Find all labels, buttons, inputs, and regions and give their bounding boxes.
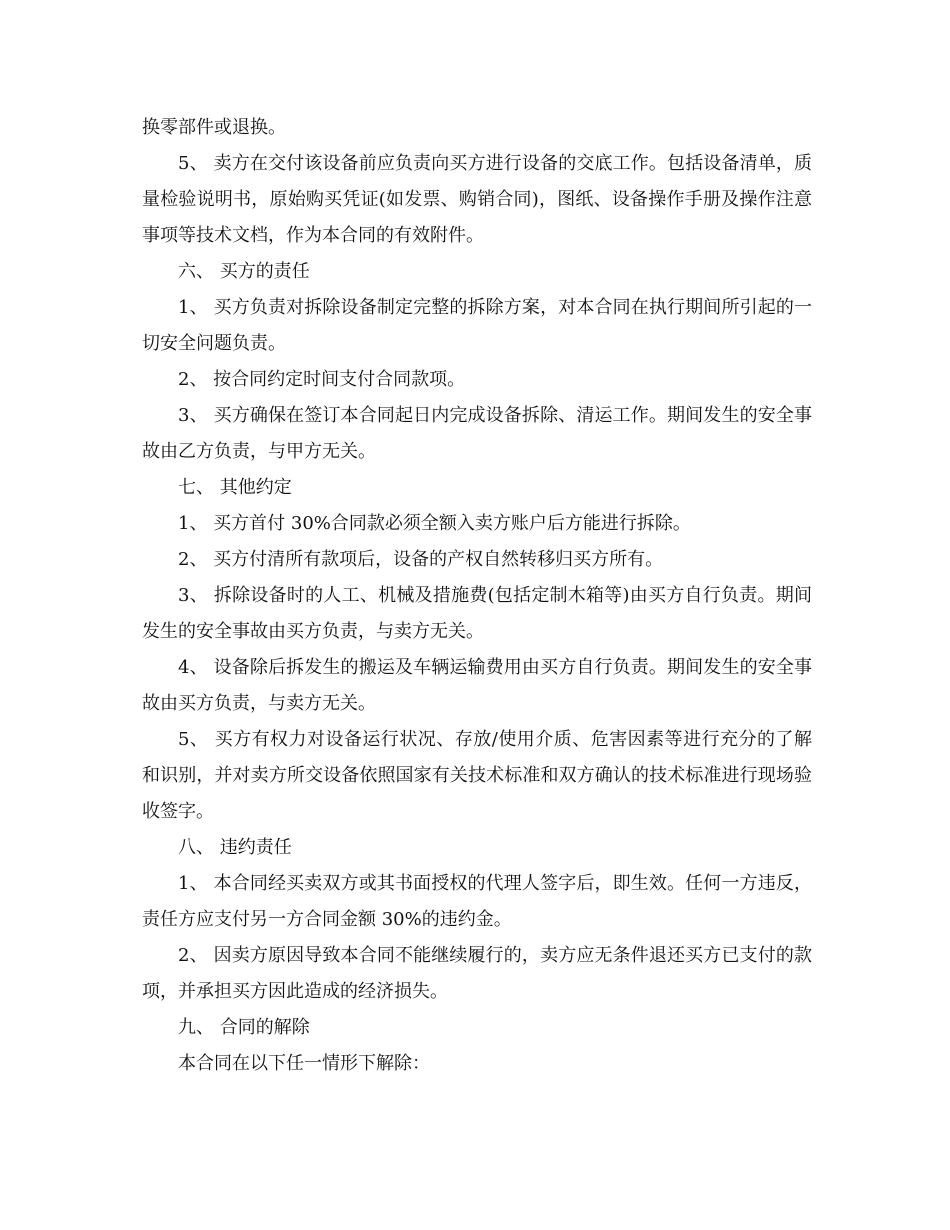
paragraph-15: 2、 因卖方原因导致本合同不能继续履行的，卖方应无条件退还买方已支付的款项，并承担买方因此造成的经济损失。 — [142, 945, 812, 1002]
paragraph-11: 4、 设备除后拆发生的搬运及车辆运输费用由买方自行负责。期间发生的安全事故由买方负责，与卖方无关。 — [142, 657, 812, 714]
paragraph-10: 3、 拆除设备时的人工、机械及措施费(包括定制木箱等)由买方自行负责。期间发生的安全事故由买方负责，与卖方无关。 — [142, 585, 812, 642]
paragraph-17: 本合同在以下任一情形下解除： — [178, 1053, 430, 1074]
paragraph-8: 1、 买方首付 30%合同款必须全额入卖方账户后方能进行拆除。 — [178, 513, 691, 534]
paragraph-1: 换零部件或退换。 — [142, 117, 286, 138]
section-heading-8: 八、 违约责任 — [178, 837, 292, 858]
document-body — [142, 110, 812, 1082]
section-heading-9: 九、 合同的解除 — [178, 1017, 310, 1038]
paragraph-4: 1、 买方负责对拆除设备制定完整的拆除方案，对本合同在执行期间所引起的一切安全问题负责。 — [142, 297, 812, 354]
section-heading-6: 六、 买方的责任 — [178, 261, 310, 282]
paragraph-12: 5、 买方有权力对设备运行状况、存放/使用介质、危害因素等进行充分的了解和识别，并对卖方所交设备依照国家有关技术标准和双方确认的技术标准进行现场验收签字。 — [142, 729, 812, 822]
paragraph-9: 2、 买方付清所有款项后，设备的产权自然转移归买方所有。 — [178, 549, 664, 570]
paragraph-14: 1、 本合同经买卖双方或其书面授权的代理人签字后，即生效。任何一方违反，责任方应支付另一方合同金额 30%的违约金。 — [142, 873, 812, 930]
section-heading-7: 七、 其他约定 — [178, 477, 292, 498]
paragraph-2: 5、 卖方在交付该设备前应负责向买方进行设备的交底工作。包括设备清单，质量检验说明书，原始购买凭证(如发票、购销合同)，图纸、设备操作手册及操作注意事项等技术文档，作为本合同的有效附件。 — [142, 153, 812, 246]
paragraph-5: 2、 按合同约定时间支付合同款项。 — [178, 369, 466, 390]
paragraph-6: 3、 买方确保在签订本合同起日内完成设备拆除、清运工作。期间发生的安全事故由乙方负责，与甲方无关。 — [142, 405, 812, 462]
